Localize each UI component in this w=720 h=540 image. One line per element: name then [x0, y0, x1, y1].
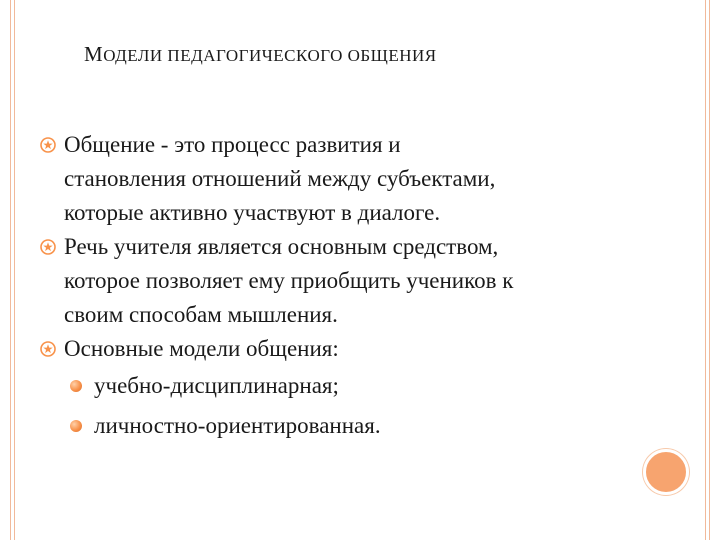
bullet-icon	[40, 239, 56, 255]
bullet-line: Речь учителя является основным средством,	[64, 234, 499, 259]
sub-bullet-text: учебно-дисциплинарная;	[94, 373, 339, 398]
slide-title-rest: ОДЕЛИ ПЕДАГОГИЧЕСКОГО ОБЩЕНИЯ	[103, 46, 437, 65]
bullet-icon	[40, 137, 56, 153]
bullet-line: своим способам мышления.	[64, 302, 338, 327]
bullet-icon	[40, 341, 56, 357]
right-border-line	[709, 0, 710, 540]
sub-bullet-item	[40, 366, 640, 406]
bullet-item	[40, 128, 640, 230]
bullet-line: Общение - это процесс развития и	[64, 132, 401, 157]
slide-title	[84, 42, 644, 67]
bullet-item	[40, 230, 640, 332]
sub-bullet-dot-icon	[70, 420, 82, 432]
bullet-item	[40, 332, 640, 366]
left-border-line	[10, 0, 11, 540]
decorative-circle	[643, 449, 689, 495]
sub-bullet-text: личностно-ориентированная.	[94, 413, 381, 438]
sub-bullet-item	[40, 406, 640, 446]
right-border-line-inner	[705, 0, 706, 540]
sub-bullet-dot-icon	[70, 380, 82, 392]
bullet-line: становления отношений между субъектами,	[64, 166, 496, 191]
bullet-line: Основные модели общения:	[64, 336, 339, 361]
slide-title-initial: М	[84, 42, 104, 66]
bullet-line: которые активно участвуют в диалоге.	[64, 200, 441, 225]
bullet-list	[40, 128, 640, 446]
bullet-line: которое позволяет ему приобщить учеников к	[64, 268, 514, 293]
left-border-line-inner	[14, 0, 15, 540]
